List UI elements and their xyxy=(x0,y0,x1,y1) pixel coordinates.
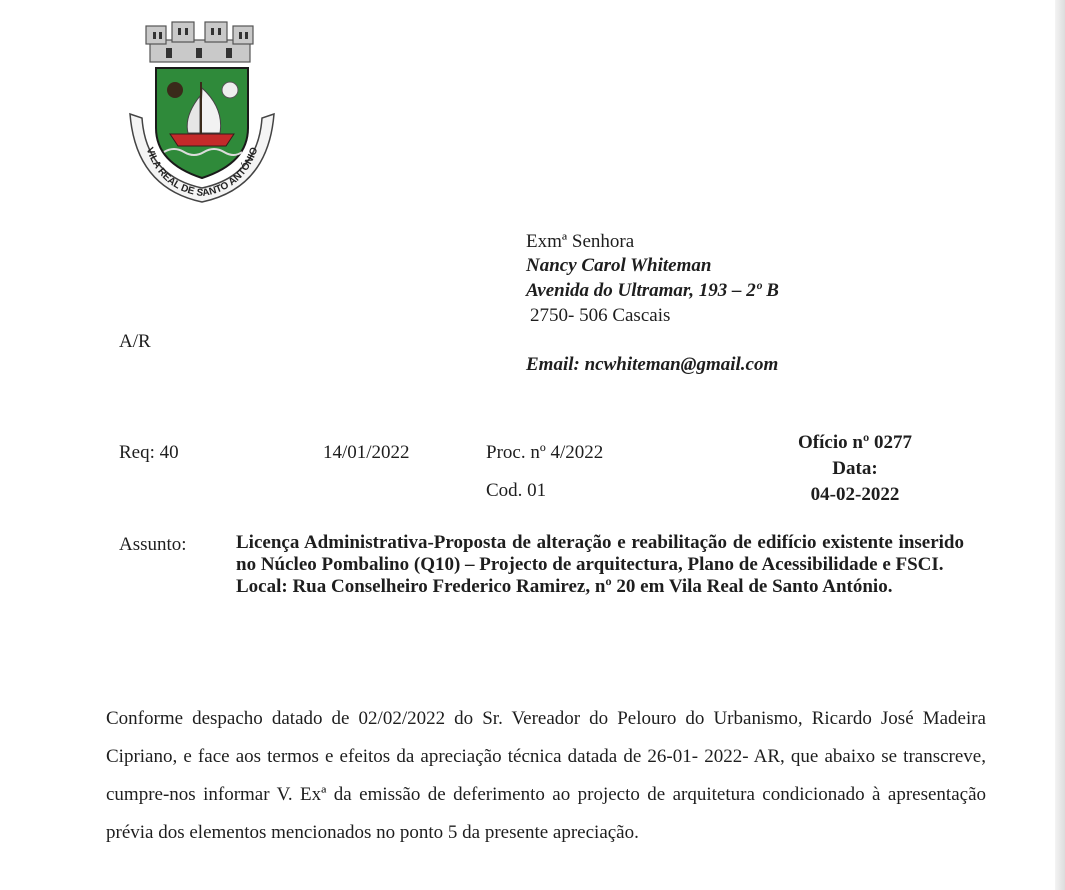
subject-label: Assunto: xyxy=(119,534,187,555)
recipient-salutation: Exmª Senhora xyxy=(526,231,635,252)
subject-text xyxy=(236,532,964,598)
recipient-email: Email: ncwhiteman@gmail.com xyxy=(526,354,779,375)
req-date: 14/01/2022 xyxy=(323,442,410,463)
recipient-name: Nancy Carol Whiteman xyxy=(526,255,712,276)
ar-label: A/R xyxy=(119,331,151,352)
body-paragraph: Conforme despacho datado de 02/02/2022 do Sr. Vereador do Pelouro do Urbanismo, Ricardo José Madeira Cipriano, e face aos termos e efeitos da apreciação técnica datada de 26-01- 2022- AR, que abaixo se transcreve, cumpre-nos informar V. Exª da emissão de deferimento ao projecto de arquitetura condicionado à apresentação prévia dos elementos mencionados no ponto 5 da presente apreciação. xyxy=(106,708,986,843)
subject-location: Local: Rua Conselheiro Frederico Ramirez, nº 20 em Vila Real de Santo António. xyxy=(236,576,893,597)
oficio-number: Ofício nº 0277 xyxy=(798,432,912,453)
crest-motto: VILA REAL DE SANTO ANTÓNIO xyxy=(143,145,261,200)
subject-description: Licença Administrativa-Proposta de alteração e reabilitação de edifício existente inserido no Núcleo Pombalino (Q10) – Projecto de arquitectura, Plano de Acessibilidade e FSCI. xyxy=(236,532,964,575)
code-number: Cod. 01 xyxy=(486,480,547,501)
recipient-address: Avenida do Ultramar, 193 – 2º B xyxy=(526,280,779,301)
process-number: Proc. nº 4/2022 xyxy=(486,442,604,463)
date-value: 04-02-2022 xyxy=(810,484,900,505)
date-label: Data: xyxy=(832,458,878,479)
page-edge xyxy=(1055,0,1065,890)
coat-of-arms-icon xyxy=(112,18,287,208)
recipient-postal-code: 2750- 506 Cascais xyxy=(530,305,671,326)
oficio-block xyxy=(770,430,940,508)
req-number: Req: 40 xyxy=(119,442,179,463)
